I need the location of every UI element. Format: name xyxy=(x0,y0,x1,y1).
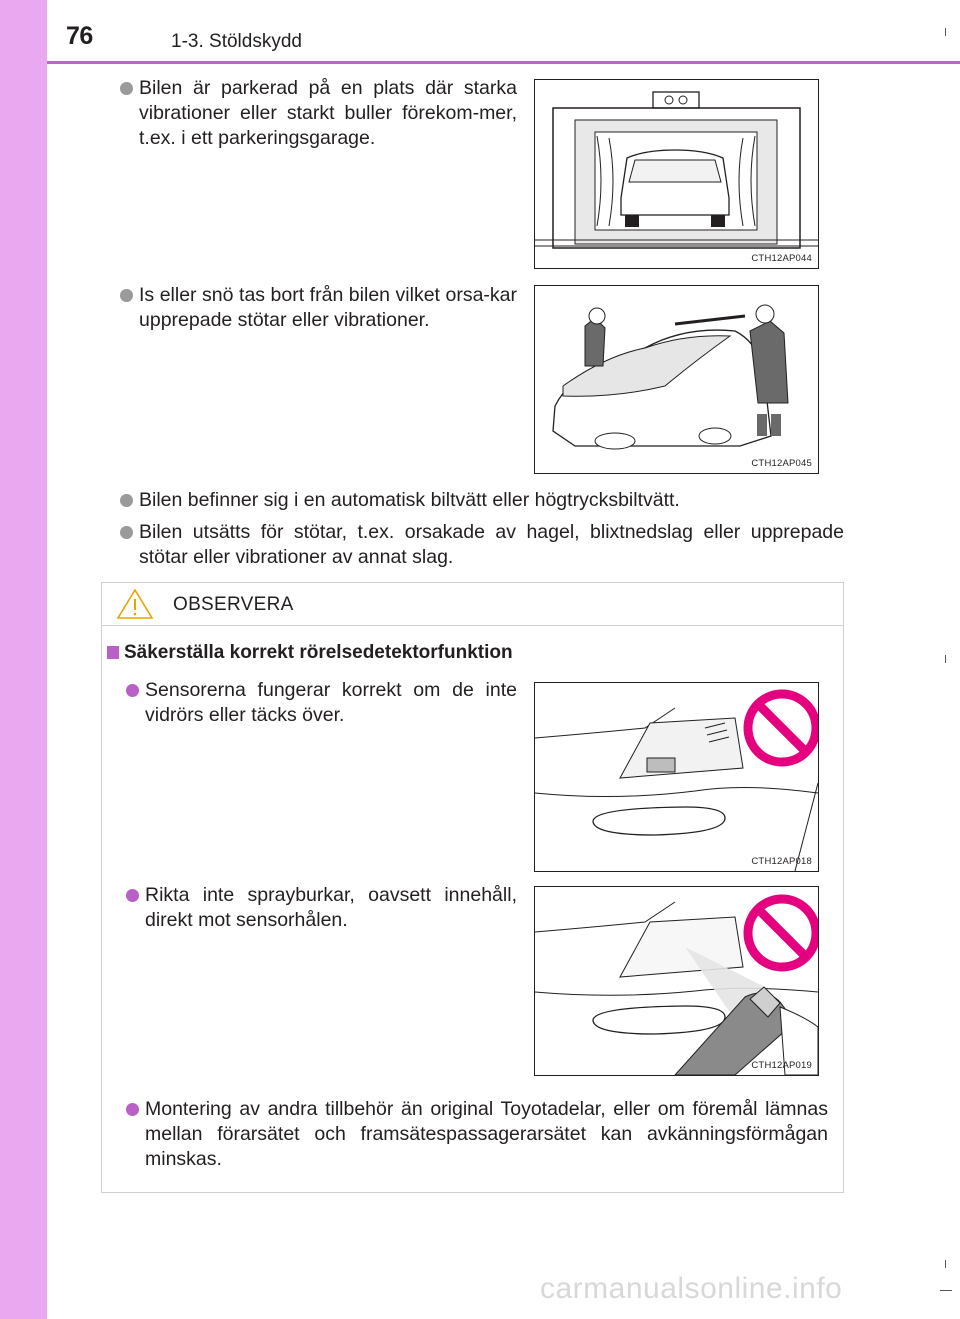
figure-code: CTH12AP044 xyxy=(751,253,812,264)
bullet-dot xyxy=(120,289,133,302)
bullet-text: Bilen befinner sig i en automatisk biltvätt eller högtrycksbiltvätt. xyxy=(139,489,680,511)
notice-title: OBSERVERA xyxy=(173,594,294,615)
watermark: carmanualsonline.info xyxy=(540,1272,843,1305)
notice-header xyxy=(102,583,843,626)
bullet-text: Is eller snö tas bort från bilen vilket orsa-kar upprepade stötar eller vibrationer. xyxy=(139,284,517,331)
sensor-cover-prohibited-illustration xyxy=(534,682,819,872)
bullet-text: Bilen utsätts för stötar, t.ex. orsakade av hagel, blixtnedslag eller upprepade stötar eller vibrationer av annat slag. xyxy=(139,521,844,568)
page-side-tab xyxy=(0,0,47,1319)
bullet-dot xyxy=(120,526,133,539)
bullet-spray-cans xyxy=(145,883,517,933)
figure-code: CTH12AP045 xyxy=(751,458,812,469)
bullet-text: Montering av andra tillbehör än original Toyotadelar, eller om föremål lämnas mellan förarsätet och framsätespassagerarsätet kan avkänningsförmågan minskas. xyxy=(145,1098,828,1170)
crop-mark xyxy=(945,1260,946,1268)
chapter-title: 1-3. Stöldskydd xyxy=(171,31,302,52)
bullet-text: Bilen är parkerad på en plats där starka vibrationer eller starkt buller förekom-mer, t.ex. i ett parkeringsgarage. xyxy=(139,77,517,149)
warning-triangle-icon xyxy=(116,588,154,620)
header-rule xyxy=(47,61,960,64)
bullet-impacts xyxy=(139,520,844,570)
section-heading: Säkerställa korrekt rörelsedetektorfunktion xyxy=(124,642,513,663)
bullet-ice-snow xyxy=(139,283,517,333)
crop-mark xyxy=(945,28,946,36)
spray-can-prohibited-illustration xyxy=(534,886,819,1076)
figure-code: CTH12AP019 xyxy=(751,1060,812,1071)
section-marker xyxy=(107,646,119,659)
bullet-accessories xyxy=(145,1097,828,1172)
bullet-dot xyxy=(120,82,133,95)
page-number: 76 xyxy=(66,22,93,50)
bullet-dot xyxy=(126,1103,139,1116)
bullet-dot xyxy=(126,684,139,697)
bullet-parking-garage xyxy=(139,76,517,151)
bullet-text: Rikta inte sprayburkar, oavsett innehåll, direkt mot sensorhålen. xyxy=(145,884,517,931)
bullet-car-wash xyxy=(139,488,844,513)
bullet-dot xyxy=(126,889,139,902)
bullet-sensor-touch xyxy=(145,678,517,728)
crop-mark xyxy=(940,1290,952,1291)
snow-removal-illustration xyxy=(534,285,819,474)
bullet-text: Sensorerna fungerar korrekt om de inte vidrörs eller täcks över. xyxy=(145,679,517,726)
figure-code: CTH12AP018 xyxy=(751,856,812,867)
bullet-dot xyxy=(120,494,133,507)
car-wash-illustration xyxy=(534,79,819,269)
crop-mark xyxy=(945,655,946,663)
